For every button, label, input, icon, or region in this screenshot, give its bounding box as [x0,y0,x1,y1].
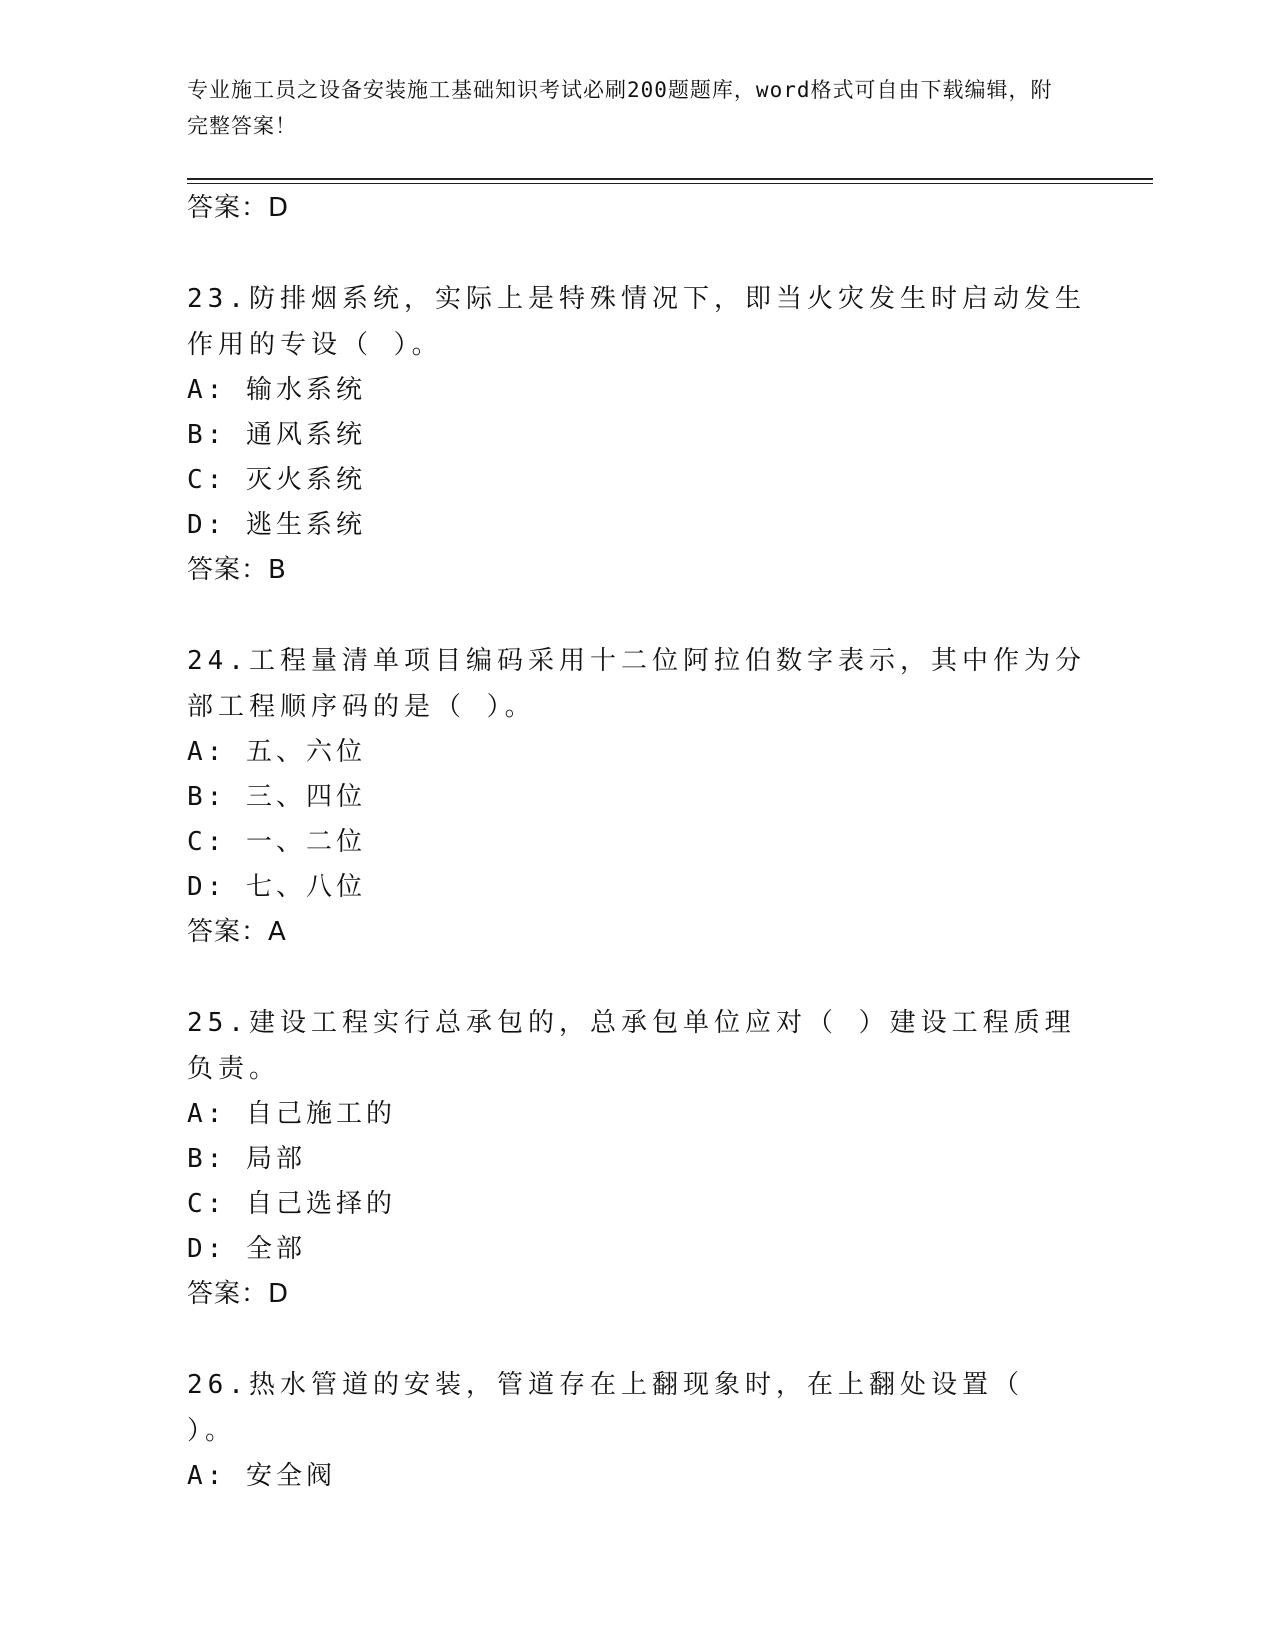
answer-line: 答案：A [187,917,287,947]
question-block [187,1362,1087,1499]
question-block [187,276,1087,638]
option-a: A: 安全阀 [187,1461,336,1491]
question-text: 25.建设工程实行总承包的，总承包单位应对（ ）建设工程质理负责。 [187,1008,1076,1084]
option-c: C: 自己选择的 [187,1189,396,1219]
question-block [187,1000,1087,1362]
question-list [187,186,1087,1499]
header-divider [187,178,1153,180]
option-d: D: 七、八位 [187,872,366,902]
question-block [187,638,1087,1000]
option-a: A: 自己施工的 [187,1099,396,1129]
answer-line: 答案：B [187,555,287,585]
answer-line: 答案：D [187,193,290,223]
option-c: C: 灭火系统 [187,465,366,495]
document-header: 专业施工员之设备安装施工基础知识考试必刷200题题库，word格式可自由下载编辑，附完整答案！ [187,78,1053,138]
option-b: B: 三、四位 [187,782,366,812]
option-d: D: 全部 [187,1234,306,1264]
header-divider-thin [187,183,1153,184]
question-text: 26.热水管道的安装，管道存在上翻现象时，在上翻处设置（ ）。 [187,1370,1024,1446]
option-c: C: 一、二位 [187,827,366,857]
question-text: 24.工程量清单项目编码采用十二位阿拉伯数字表示，其中作为分部工程顺序码的是（ ）。 [187,646,1086,722]
question-text: 23.防排烟系统，实际上是特殊情况下，即当火灾发生时启动发生作用的专设（ ）。 [187,284,1086,360]
option-b: B: 局部 [187,1144,306,1174]
option-b: B: 通风系统 [187,420,366,450]
option-d: D: 逃生系统 [187,510,366,540]
option-a: A: 五、六位 [187,737,366,767]
option-a: A: 输水系统 [187,375,366,405]
answer-line: 答案：D [187,1279,290,1309]
